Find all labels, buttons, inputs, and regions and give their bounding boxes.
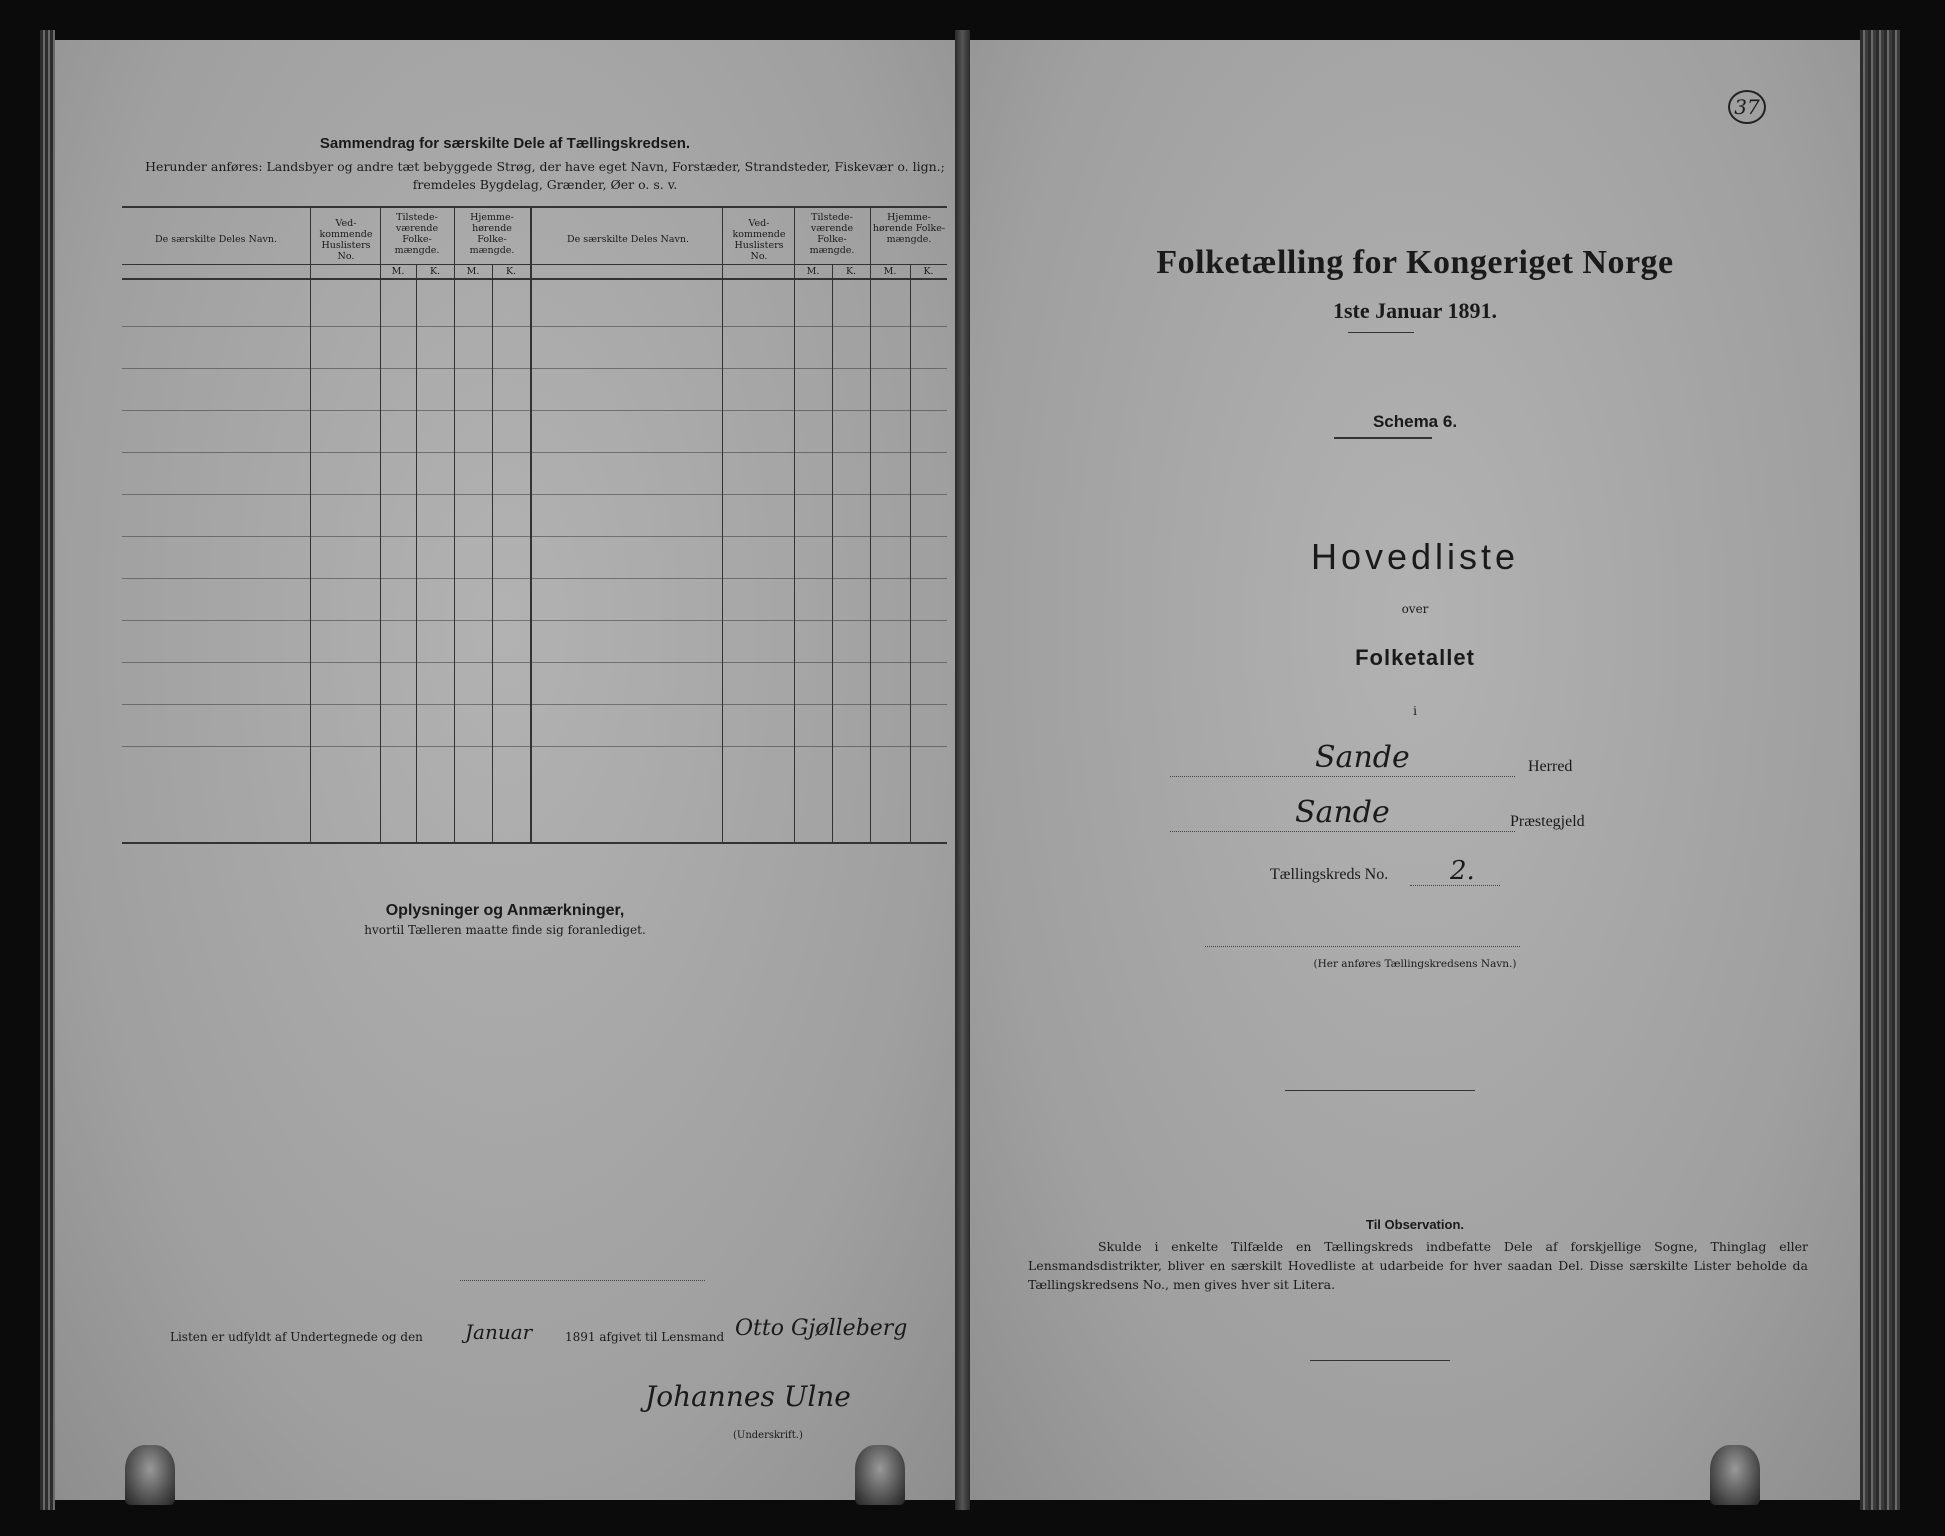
col-divider [794,206,795,842]
schema-label: Schema 6. [1372,412,1458,431]
col-divider [380,206,381,842]
kreds-name-note: (Her anføres Tællingskredsens Navn.) [1313,958,1517,970]
divider [1348,332,1414,333]
col-divider [310,206,311,842]
header-k: K. [429,266,441,277]
col-divider [910,264,911,842]
table-row [122,578,947,579]
kreds-name-line [1205,946,1520,947]
summary-subtitle: Herunder anføres: Landsbyer og andre tæt bebyggede Strøg, der have eget Navn, Forstæder, Strandsteder, Fiskevær o. lign.; fremdeles Bygdelag, Grænder, Øer o. s. v. [145,159,945,192]
book-edge-left [40,30,55,1510]
col-divider [722,206,723,842]
prestegjeld-value: Sande [1295,795,1390,830]
table-row [122,704,947,705]
subject-heading: Folketallet [1355,645,1475,670]
census-date: 1ste Januar 1891. [1333,298,1497,323]
signature-label: (Underskrift.) [733,1430,803,1441]
kreds-value: 2. [1450,856,1475,886]
divider [1285,1090,1475,1091]
table-row [122,746,947,747]
header-m: M. [466,266,480,277]
table-row [122,452,947,453]
remarks-line [460,1280,705,1281]
table-row [122,368,947,369]
herred-line [1170,776,1515,777]
completion-year-text: 1891 afgivet til Lensmand [565,1330,725,1344]
signature: Johannes Ulne [645,1380,851,1413]
table-row [122,326,947,327]
i-text: i [1413,704,1417,718]
header-m: M. [883,266,897,277]
page-number: 37 [1728,90,1766,124]
divider [1310,1360,1450,1361]
summary-title: Sammendrag for særskilte Dele af Tællingskredsen. [319,135,691,152]
summary-table [122,206,947,841]
header-household-no: Ved-kommende Huslisters No. [732,218,786,262]
prestegjeld-label: Præstegjeld [1510,813,1585,830]
header-present: Tilstede-værende Folke-mængde. [394,212,440,256]
col-divider [454,206,455,842]
over-text: over [1401,602,1429,616]
table-top-border [122,206,947,208]
observation-title: Til Observation. [1365,1217,1464,1232]
herred-value: Sande [1315,740,1410,775]
table-row [122,536,947,537]
observation-text: Skulde i enkelte Tilfælde en Tællingskreds indbefatte Dele af forskjellige Sogne, Thinglag eller Lensmandsdistrikter, bliver en særskilt Hovedliste at udarbeide for hver saadan Del. Disse særskilte Lister beholde da Tællingskredsens No., men gives hver sit Litera. [1028,1239,1808,1292]
schema-underline [1334,437,1432,439]
main-heading: Hovedliste [1310,536,1520,577]
left-page [55,40,955,1500]
header-resident: Hjemme-hørende Folke-mængde. [872,212,946,245]
table-bottom-border [122,842,947,844]
header-m: M. [806,266,820,277]
remarks-subtitle: hvortil Tælleren maatte finde sig foranlediget. [364,923,646,937]
header-resident: Hjemme-hørende Folke-mængde. [469,212,515,256]
header-name: De særskilte Deles Navn. [154,234,278,245]
right-page [970,40,1860,1500]
header-k: K. [845,266,857,277]
book-clip-left [125,1445,175,1505]
table-row [122,662,947,663]
table-row [122,494,947,495]
col-divider [416,264,417,842]
col-divider-center [530,206,532,842]
header-k: K. [505,266,517,277]
census-title: Folketælling for Kongeriget Norge [1156,244,1674,281]
book-spine [955,30,970,1510]
book-edge-right [1860,30,1900,1510]
book-clip-right [855,1445,905,1505]
header-name: De særskilte Deles Navn. [566,234,690,245]
col-divider [492,264,493,842]
header-k: K. [923,266,934,277]
book-clip-right-page [1710,1445,1760,1505]
remarks-title: Oplysninger og Anmærkninger, [385,902,625,919]
col-divider [832,264,833,842]
completion-text: Listen er udfyldt af Undertegnede og den [170,1330,423,1344]
prestegjeld-line [1170,831,1515,832]
completion-date: Januar [465,1320,533,1344]
header-household-no: Ved-kommende Huslisters No. [319,218,373,262]
lensmand-name: Otto Gjølleberg [735,1316,908,1341]
herred-label: Herred [1528,758,1573,775]
header-present: Tilstede-værende Folke-mængde. [809,212,855,256]
kreds-label: Tællingskreds No. [1270,866,1389,883]
table-subheader-line [122,264,947,265]
header-m: M. [391,266,405,277]
col-divider [870,206,871,842]
table-row [122,410,947,411]
table-header-border [122,278,947,280]
table-row [122,620,947,621]
